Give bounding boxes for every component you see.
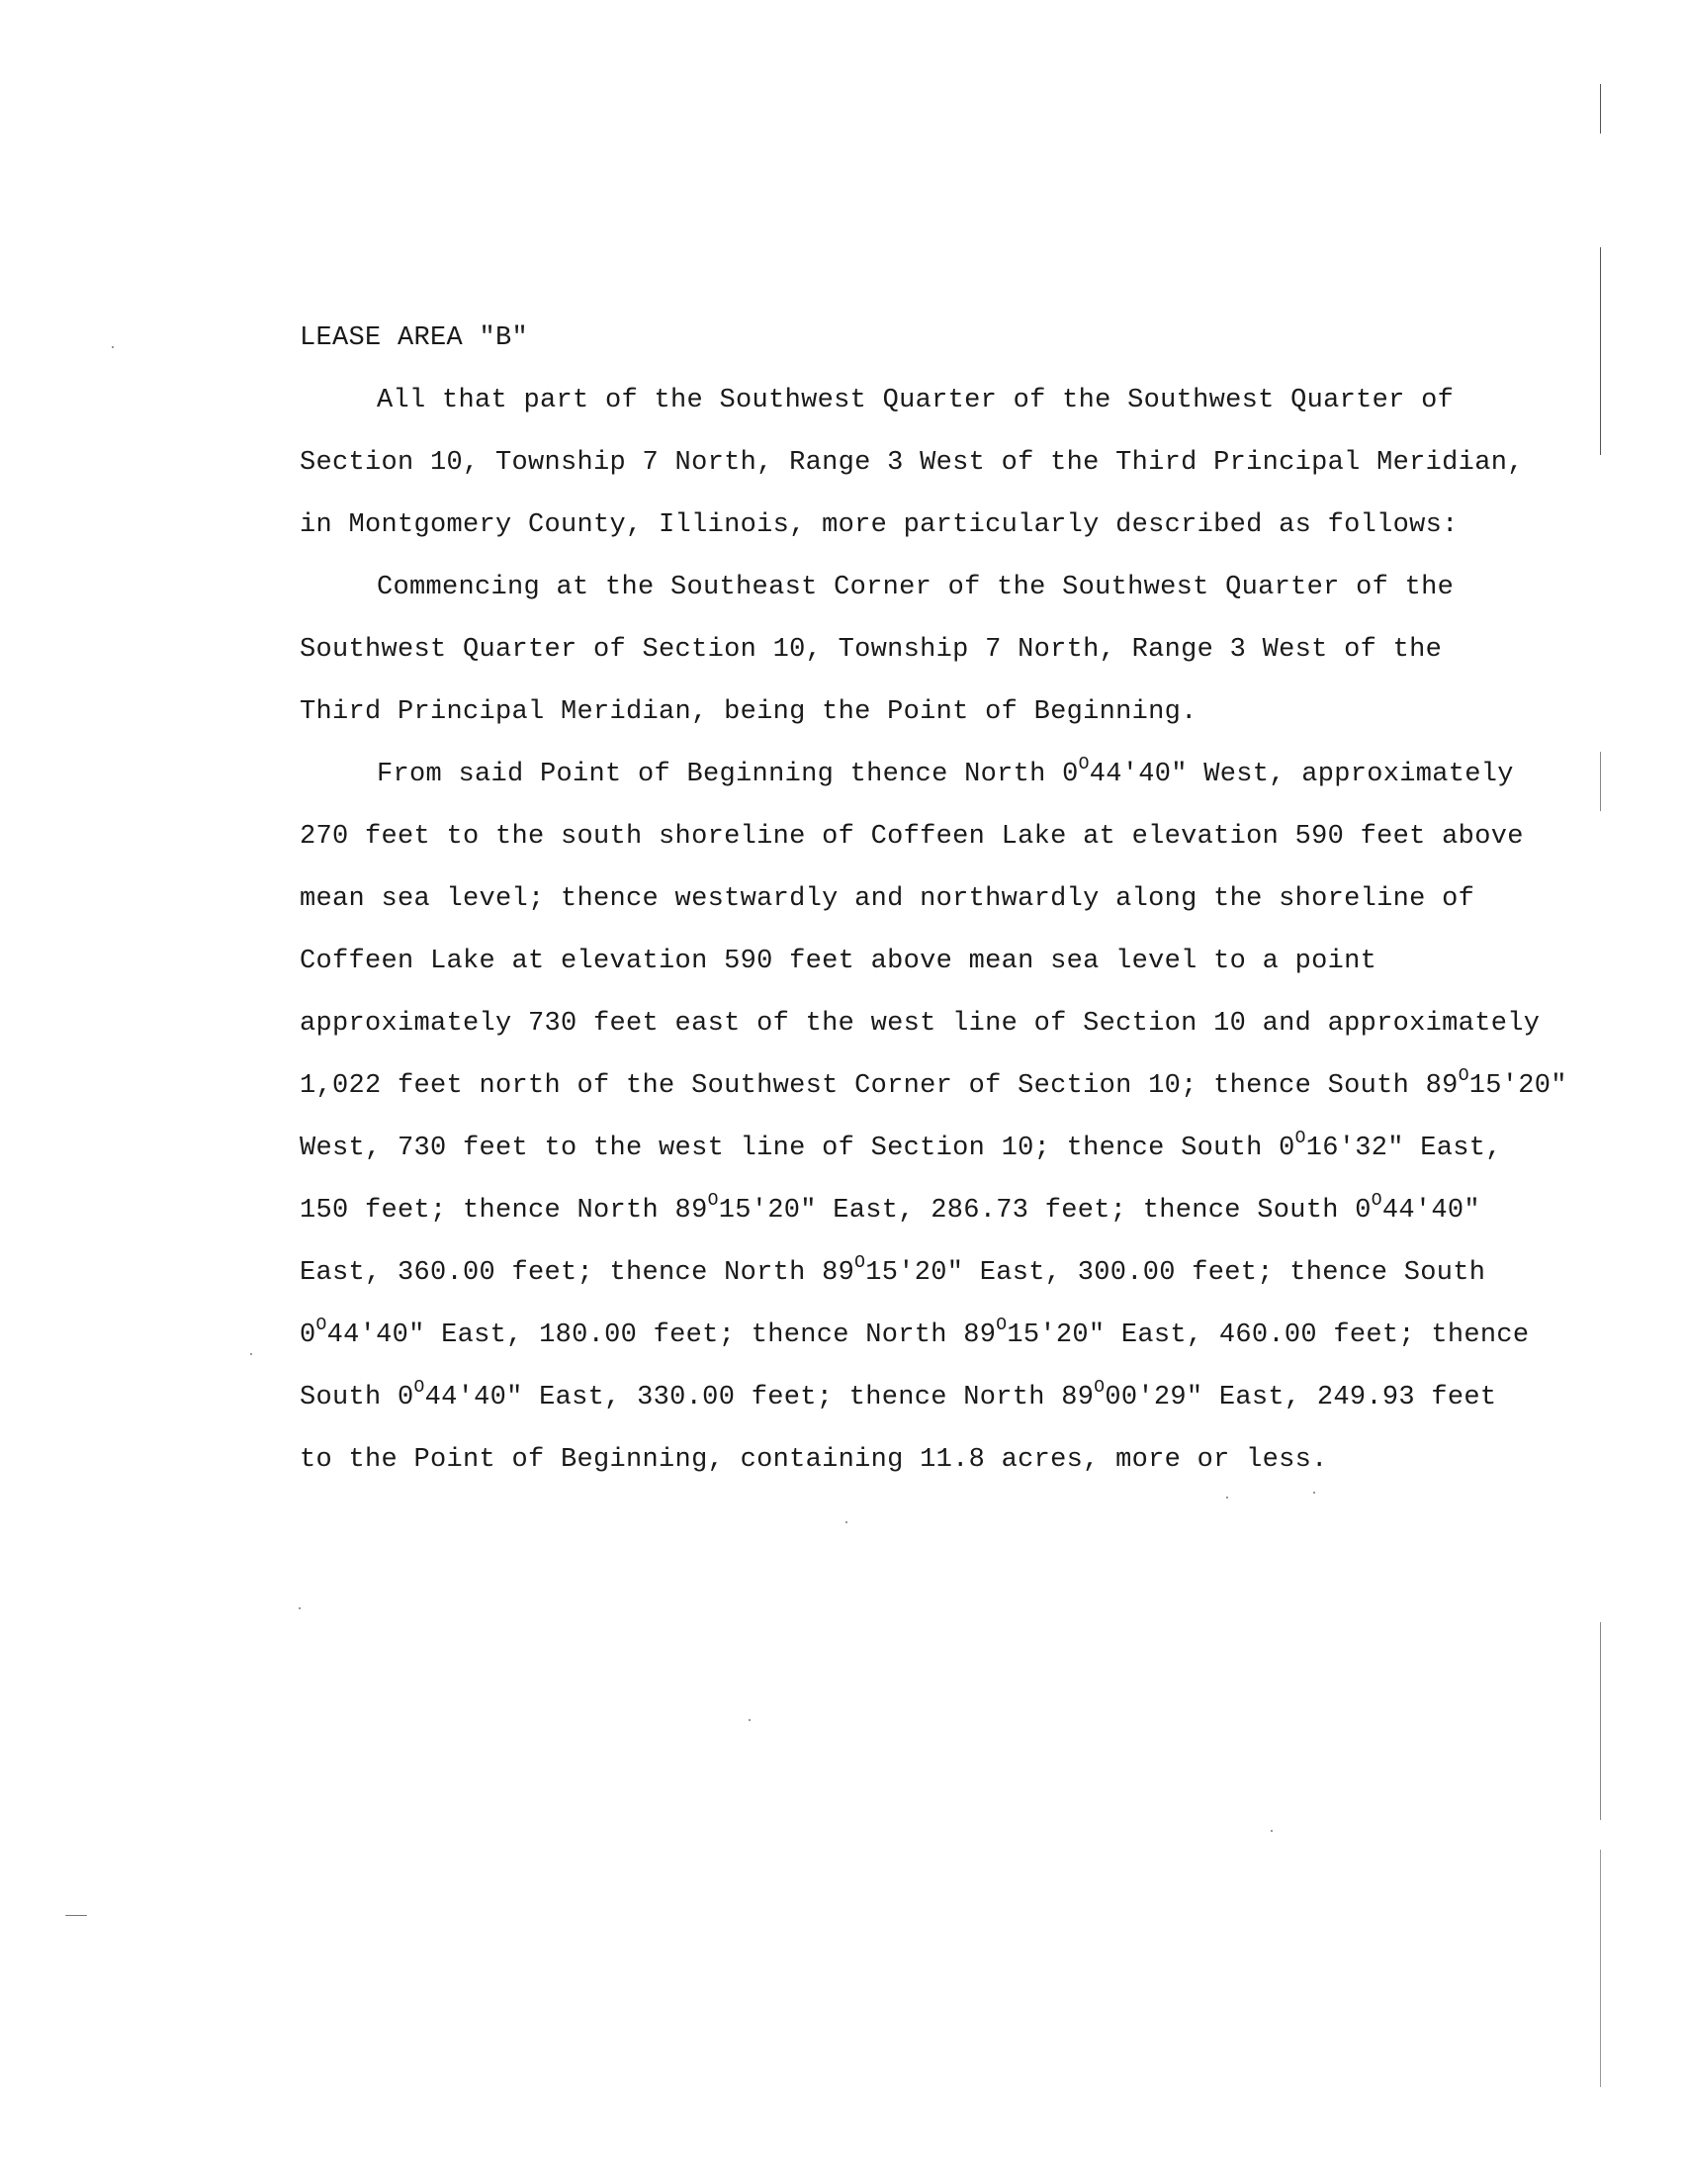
text-line: Section 10, Township 7 North, Range 3 West of the Third Principal Meridian,	[300, 448, 1524, 478]
text-line: Southwest Quarter of Section 10, Township 7 North, Range 3 West of the	[300, 635, 1443, 665]
degree-mark: O	[1078, 755, 1090, 774]
text-line: Coffeen Lake at elevation 590 feet above mean sea level to a point	[300, 947, 1377, 976]
degree-mark: O	[413, 1378, 425, 1398]
text-line	[300, 755, 1516, 817]
scan-speck	[749, 1719, 751, 1721]
text-line	[300, 1316, 1530, 1378]
text-segment: 16'32" East,	[1305, 1134, 1502, 1163]
scan-speck	[1313, 1492, 1315, 1494]
degree-mark: O	[707, 1191, 719, 1211]
text-segment: 44'40" West, approximately	[1089, 760, 1514, 789]
text-segment: 150 feet; thence North 89	[300, 1196, 708, 1226]
scan-speck	[1226, 1497, 1228, 1499]
degree-mark: O	[1094, 1378, 1106, 1398]
paragraph-2	[300, 568, 1516, 755]
text-line: All that part of the Southwest Quarter of the Southwest Quarter of	[377, 386, 1455, 415]
text-line	[300, 1378, 1516, 1440]
text-segment: 44'40" East, 330.00 feet; thence North 89	[424, 1383, 1095, 1412]
text-line: in Montgomery County, Illinois, more particularly described as follows:	[300, 510, 1459, 540]
degree-mark: O	[1371, 1191, 1382, 1211]
degree-mark: O	[1458, 1066, 1469, 1086]
text-line: Commencing at the Southeast Corner of the Southwest Quarter of the	[377, 573, 1455, 602]
text-line: 270 feet to the south shoreline of Coffeen Lake at elevation 590 feet above	[300, 822, 1524, 852]
text-segment: 0	[300, 1320, 316, 1350]
degree-mark: O	[854, 1253, 866, 1273]
degree-mark: O	[315, 1316, 327, 1335]
text-line: Third Principal Meridian, being the Point of Beginning.	[300, 697, 1197, 727]
scan-speck	[65, 1915, 87, 1916]
text-line: mean sea level; thence westwardly and northwardly along the shoreline of	[300, 884, 1475, 914]
degree-mark: O	[996, 1316, 1008, 1335]
scan-edge-line	[1600, 1622, 1601, 1820]
text-segment: 1,022 feet north of the Southwest Corner of Section 10; thence South 89	[300, 1071, 1459, 1101]
text-line	[300, 1129, 1516, 1191]
text-line: approximately 730 feet east of the west line of Section 10 and approximately	[300, 1009, 1541, 1039]
text-segment: East, 360.00 feet; thence North 89	[300, 1258, 855, 1288]
paragraph-1	[300, 381, 1524, 568]
text-segment: From said Point of Beginning thence North 0	[377, 760, 1079, 789]
document-body	[300, 318, 1567, 1502]
scan-edge-line	[1600, 247, 1601, 455]
text-segment: West, 730 feet to the west line of Section 10; thence South 0	[300, 1134, 1295, 1163]
text-segment: 15'20" East, 286.73 feet; thence South 0	[718, 1196, 1372, 1226]
text-segment: 15'20"	[1468, 1071, 1567, 1101]
text-line: to the Point of Beginning, containing 11.8 acres, more or less.	[300, 1445, 1328, 1475]
degree-mark: O	[1294, 1129, 1306, 1148]
scan-edge-line	[1600, 84, 1601, 134]
scan-speck	[1271, 1830, 1273, 1832]
scan-edge-line	[1600, 1850, 1601, 2087]
paragraph-3	[300, 755, 1567, 1502]
text-segment: 44'40"	[1381, 1196, 1480, 1226]
scan-speck	[250, 1353, 252, 1355]
scan-speck	[112, 346, 114, 348]
text-segment: 15'20" East, 300.00 feet; thence South	[865, 1258, 1486, 1288]
text-segment: South 0	[300, 1383, 414, 1412]
text-line	[300, 1066, 1567, 1129]
scan-speck	[845, 1521, 847, 1523]
scan-speck	[299, 1607, 301, 1609]
text-segment: 00'29" East, 249.93 feet	[1105, 1383, 1497, 1412]
document-heading: LEASE AREA "B"	[300, 323, 529, 353]
text-segment: 15'20" East, 460.00 feet; thence	[1007, 1320, 1530, 1350]
text-line	[300, 1191, 1516, 1253]
text-line	[300, 1253, 1516, 1316]
text-segment: 44'40" East, 180.00 feet; thence North 89	[326, 1320, 997, 1350]
scan-edge-line	[1600, 752, 1601, 811]
